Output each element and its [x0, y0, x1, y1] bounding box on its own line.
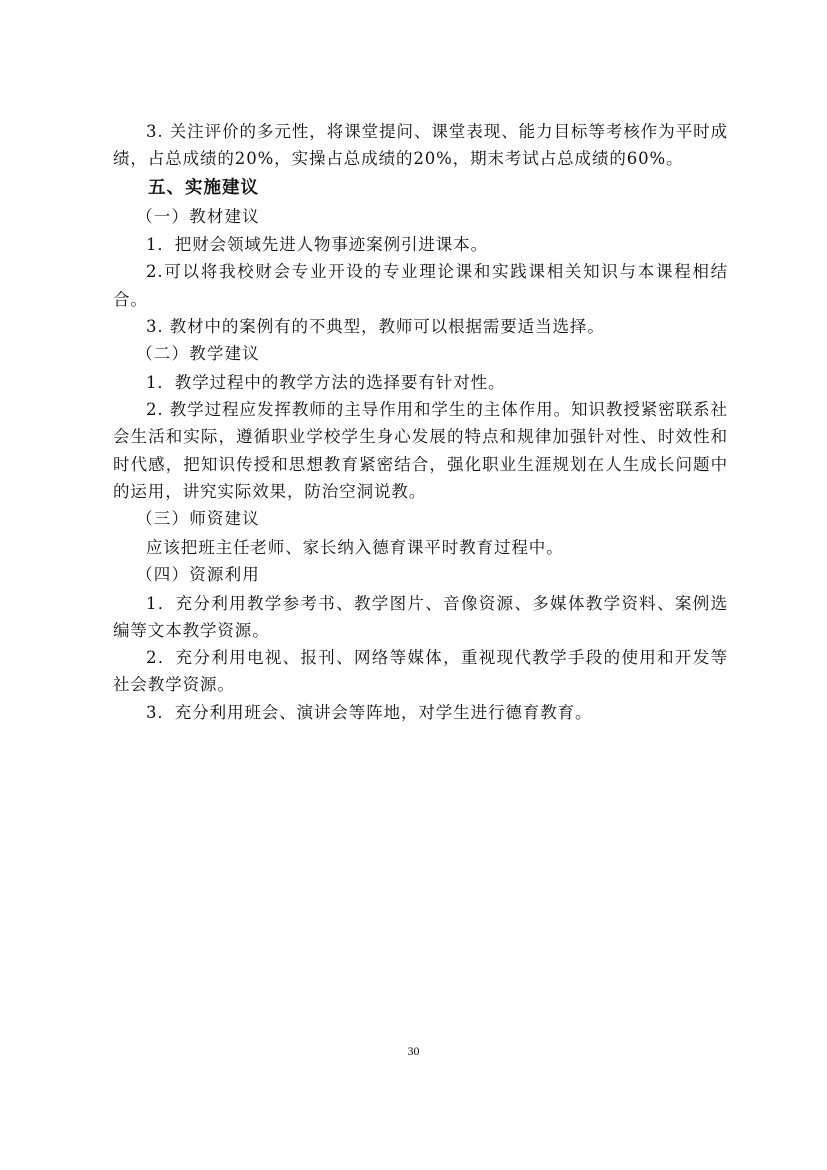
page-content [113, 118, 728, 726]
resources-item-1: 1．充分利用教学参考书、教学图片、音像资源、多媒体教学资料、案例选编等文本教学资源。 [113, 593, 728, 640]
resources-item-3: 3．充分利用班会、演讲会等阵地，对学生进行德育教育。 [146, 702, 593, 722]
subheading-teaching: （二）教学建议 [136, 344, 260, 364]
teaching-item-2: 2. 教学过程应发挥教师的主导作用和学生的主体作用。知识教授紧密联系社会生活和实际，遵循职业学校学生身心发展的特点和规律加强针对性、时效性和时代感，把知识传授和思想教育紧密结合，强化职业生涯规划在人生成长问题中的运用，讲究实际效果，防治空洞说教。 [113, 400, 728, 501]
subheading-textbook: （一）教材建议 [136, 206, 260, 226]
page-number: 30 [407, 1044, 420, 1058]
teaching-item-1: 1．教学过程中的教学方法的选择要有针对性。 [146, 372, 506, 392]
textbook-item-1: 1．把财会领域先进人物事迹案例引进课本。 [146, 235, 488, 255]
subheading-faculty: （三）师资建议 [136, 509, 260, 529]
faculty-paragraph: 应该把班主任老师、家长纳入德育课平时教育过程中。 [146, 537, 564, 557]
subheading-resources: （四）资源利用 [136, 565, 260, 585]
resources-item-2: 2．充分利用电视、报刊、网络等媒体，重视现代教学手段的使用和开发等社会教学资源。 [113, 648, 728, 695]
textbook-item-3: 3. 教材中的案例有的不典型，教师可以根据需要适当选择。 [146, 316, 605, 336]
evaluation-paragraph: 3. 关注评价的多元性，将课堂提问、课堂表现、能力目标等考核作为平时成绩，占总成绩的20%，实操占总成绩的20%，期末考试占总成绩的60%。 [113, 122, 728, 169]
textbook-item-2: 2.可以将我校财会专业开设的专业理论课和实践课相关知识与本课程相结合。 [113, 262, 728, 309]
section-heading-implementation: 五、实施建议 [148, 177, 259, 198]
